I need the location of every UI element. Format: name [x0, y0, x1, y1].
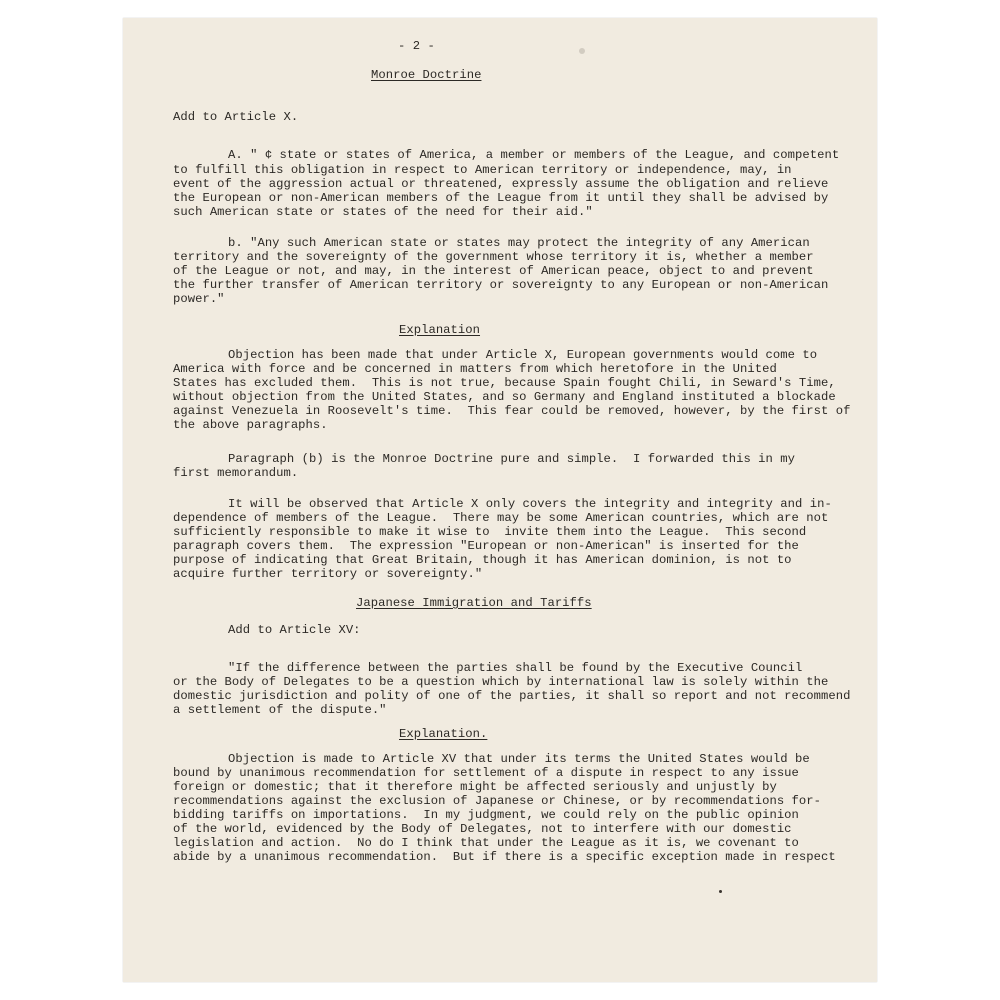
paragraph-b-note-line: first memorandum.: [173, 466, 299, 480]
explanation-2-line: bidding tariffs on importations. In my judgment, we could rely on the public opinion: [173, 808, 799, 822]
para-b-line: b. "Any such American state or states may protect the integrity of any American: [228, 236, 810, 250]
article-x-note-line: dependence of members of the League. There may be some American countries, which are not: [173, 511, 829, 525]
article-xv-quote-line: a settlement of the dispute.": [173, 703, 387, 717]
explanation-line: the above paragraphs.: [173, 418, 328, 432]
explanation-2-line: foreign or domestic; that it therefore might be affected seriously and unjustly by: [173, 780, 777, 794]
document-page: [123, 18, 877, 982]
heading-explanation: Explanation: [399, 323, 481, 337]
para-a-line: event of the aggression actual or threatened, expressly assume the obligation and relieve: [173, 177, 829, 191]
explanation-line: without objection from the United States, and so Germany and England instituted a blockade: [173, 390, 836, 404]
ink-blot: [579, 48, 585, 54]
add-to-article-xv: Add to Article XV:: [228, 623, 361, 637]
para-b-line: territory and the sovereignty of the government whose territory it is, whether a member: [173, 250, 814, 264]
add-to-article-x: Add to Article X.: [173, 110, 299, 124]
explanation-2-line: Objection is made to Article XV that under its terms the United States would be: [228, 752, 810, 766]
article-x-note-line: sufficiently responsible to make it wise to invite them into the League. This second: [173, 525, 807, 539]
explanation-2-line: bound by unanimous recommendation for settlement of a dispute in respect to any issue: [173, 766, 799, 780]
para-a-line: the European or non-American members of the League from it until they shall be advised by: [173, 191, 829, 205]
article-x-note-line: acquire further territory or sovereignty.": [173, 567, 483, 581]
explanation-2-line: legislation and action. No do I think that under the League as it is, we covenant to: [173, 836, 799, 850]
explanation-2-line: of the world, evidenced by the Body of Delegates, not to interfere with our domestic: [173, 822, 792, 836]
explanation-line: Objection has been made that under Article X, European governments would come to: [228, 348, 818, 362]
heading-japanese-immigration: Japanese Immigration and Tariffs: [356, 596, 592, 610]
explanation-2-line: recommendations against the exclusion of Japanese or Chinese, or by recommendations for-: [173, 794, 822, 808]
paragraph-b-note-line: Paragraph (b) is the Monroe Doctrine pure and simple. I forwarded this in my: [228, 452, 796, 466]
para-a-line: to fulfill this obligation in respect to American territory or independence, may, in: [173, 163, 792, 177]
explanation-2-line: abide by a unanimous recommendation. But if there is a specific exception made in respect: [173, 850, 836, 864]
ink-dot: [719, 890, 722, 893]
page-number: - 2 -: [398, 39, 435, 53]
explanation-line: America with force and be concerned in matters from which heretofore in the United: [173, 362, 777, 376]
para-b-line: power.": [173, 292, 225, 306]
para-a-line: such American state or states of the need for their aid.": [173, 205, 593, 219]
para-b-line: of the League or not, and may, in the interest of American peace, object to and prevent: [173, 264, 814, 278]
article-x-note-line: purpose of indicating that Great Britain, though it has American dominion, is not to: [173, 553, 792, 567]
para-a-line: A. " ¢ state or states of America, a member or members of the League, and competent: [228, 148, 840, 162]
article-xv-quote-line: "If the difference between the parties shall be found by the Executive Council: [228, 661, 803, 675]
article-x-note-line: It will be observed that Article X only covers the integrity and integrity and in-: [228, 497, 832, 511]
article-x-note-line: paragraph covers them. The expression "European or non-American" is inserted for the: [173, 539, 799, 553]
para-b-line: the further transfer of American territory or sovereignty to any European or non-American: [173, 278, 829, 292]
explanation-line: against Venezuela in Roosevelt's time. This fear could be removed, however, by the first of: [173, 404, 851, 418]
heading-monroe-doctrine: Monroe Doctrine: [371, 68, 482, 82]
article-xv-quote-line: or the Body of Delegates to be a question which by international law is solely within the: [173, 675, 829, 689]
heading-explanation-2: Explanation.: [399, 727, 488, 741]
article-xv-quote-line: domestic jurisdiction and polity of one of the parties, it shall so report and not recommend: [173, 689, 851, 703]
explanation-line: States has excluded them. This is not true, because Spain fought Chili, in Seward's Time,: [173, 376, 836, 390]
